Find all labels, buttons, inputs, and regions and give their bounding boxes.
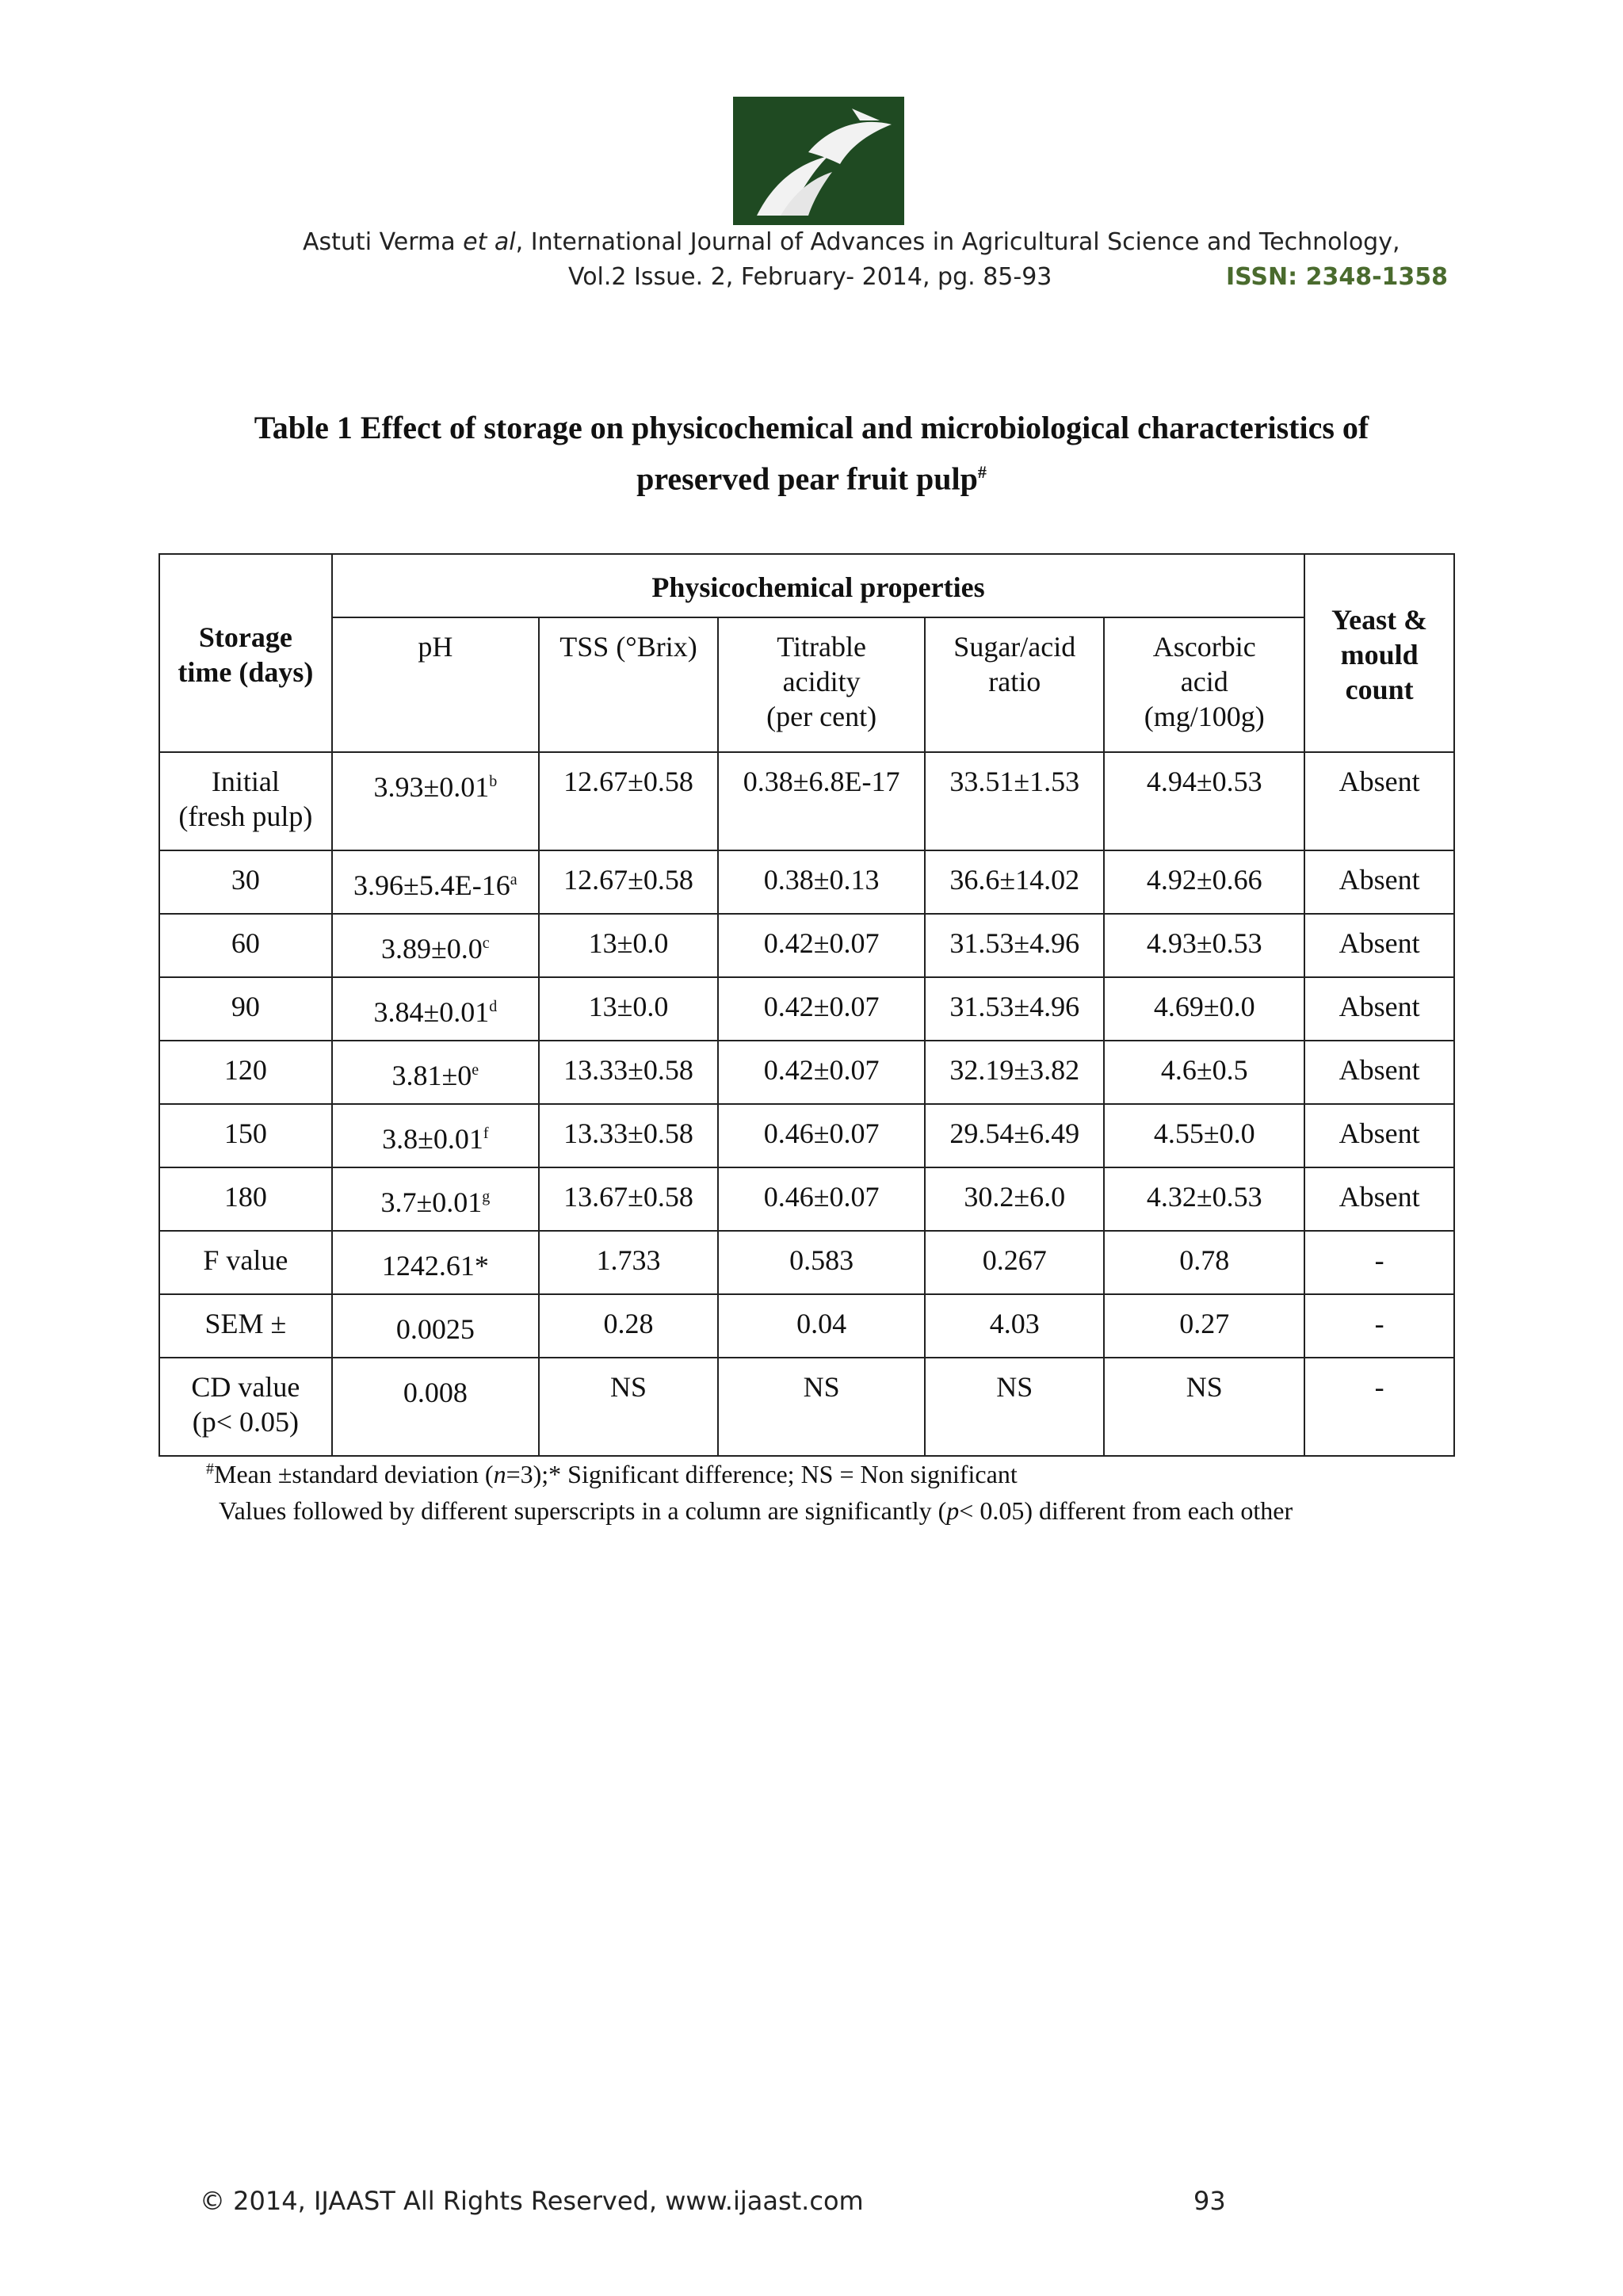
row-label: 60 bbox=[159, 914, 332, 977]
cell-tss: 13.33±0.58 bbox=[539, 1041, 718, 1104]
gazelle-logo-icon bbox=[733, 97, 904, 225]
cell-sugar-acid-ratio: 36.6±14.02 bbox=[925, 850, 1104, 914]
cell-tss: 13±0.0 bbox=[539, 914, 718, 977]
header-journal: , International Journal of Advances in Agricultural Science and Technology, bbox=[515, 228, 1400, 256]
cell-titrable-acidity: 0.583 bbox=[718, 1231, 925, 1294]
cell-yeast-mould: Absent bbox=[1304, 977, 1454, 1041]
cell-tss: 13.67±0.58 bbox=[539, 1167, 718, 1231]
cell-tss: NS bbox=[539, 1358, 718, 1456]
header-titrable-acidity: Titrable acidity (per cent) bbox=[718, 617, 925, 752]
row-label: 180 bbox=[159, 1167, 332, 1231]
header-author: Astuti Verma bbox=[303, 228, 464, 256]
cell-ascorbic-acid: 4.32±0.53 bbox=[1104, 1167, 1304, 1231]
cell-tss: 13.33±0.58 bbox=[539, 1104, 718, 1167]
cell-tss: 12.67±0.58 bbox=[539, 850, 718, 914]
row-label: F value bbox=[159, 1231, 332, 1294]
cell-sugar-acid-ratio: 0.267 bbox=[925, 1231, 1104, 1294]
table-title-line1: Table 1 Effect of storage on physicochemical and microbiological characteristics of bbox=[254, 410, 1369, 445]
cell-ph: 1242.61* bbox=[332, 1231, 539, 1294]
row-label: CD value (p< 0.05) bbox=[159, 1358, 332, 1456]
cell-tss: 1.733 bbox=[539, 1231, 718, 1294]
cell-tss: 13±0.0 bbox=[539, 977, 718, 1041]
cell-ascorbic-acid: 4.6±0.5 bbox=[1104, 1041, 1304, 1104]
cell-yeast-mould: Absent bbox=[1304, 850, 1454, 914]
cell-ph: 0.0025 bbox=[332, 1294, 539, 1358]
cell-tss: 12.67±0.58 bbox=[539, 752, 718, 850]
table-row bbox=[159, 977, 1454, 1041]
cell-titrable-acidity: 0.38±6.8E-17 bbox=[718, 752, 925, 850]
table-row bbox=[159, 850, 1454, 914]
cell-sugar-acid-ratio: 30.2±6.0 bbox=[925, 1167, 1104, 1231]
cell-ascorbic-acid: NS bbox=[1104, 1358, 1304, 1456]
table-title-line2: preserved pear fruit pulp bbox=[636, 460, 978, 497]
cell-sugar-acid-ratio: 31.53±4.96 bbox=[925, 977, 1104, 1041]
header-yeast-mould: Yeast & mould count bbox=[1304, 554, 1454, 752]
header-physicochemical: Physicochemical properties bbox=[332, 554, 1305, 617]
cell-sugar-acid-ratio: 32.19±3.82 bbox=[925, 1041, 1104, 1104]
cell-titrable-acidity: 0.46±0.07 bbox=[718, 1104, 925, 1167]
cell-ph: 3.89±0.0$^c$ bbox=[332, 914, 539, 977]
footer-copyright: © 2014, IJAAST All Rights Reserved, www.ijaast.com bbox=[200, 2186, 864, 2216]
table-row bbox=[159, 1358, 1454, 1456]
cell-sugar-acid-ratio: 4.03 bbox=[925, 1294, 1104, 1358]
header-ph: pH bbox=[332, 617, 539, 752]
cell-titrable-acidity: 0.38±0.13 bbox=[718, 850, 925, 914]
cell-titrable-acidity: 0.04 bbox=[718, 1294, 925, 1358]
header-ascorbic-acid: Ascorbic acid (mg/100g) bbox=[1104, 617, 1304, 752]
header-tss: TSS (°Brix) bbox=[539, 617, 718, 752]
row-label: SEM ± bbox=[159, 1294, 332, 1358]
header-sugar-acid-ratio: Sugar/acid ratio bbox=[925, 617, 1104, 752]
cell-ph: 3.93±0.01$^b$ bbox=[332, 752, 539, 850]
cell-yeast-mould: - bbox=[1304, 1358, 1454, 1456]
results-table bbox=[158, 553, 1455, 1457]
cell-ph: 0.008 bbox=[332, 1358, 539, 1456]
table-title bbox=[158, 406, 1465, 501]
cell-titrable-acidity: 0.46±0.07 bbox=[718, 1167, 925, 1231]
cell-yeast-mould: Absent bbox=[1304, 1041, 1454, 1104]
footnote-mean-sd: #Mean ±standard deviation (n=3);* Significant difference; NS = Non significant bbox=[206, 1460, 1018, 1488]
table-row bbox=[159, 1041, 1454, 1104]
cell-yeast-mould: Absent bbox=[1304, 1167, 1454, 1231]
cell-sugar-acid-ratio: NS bbox=[925, 1358, 1104, 1456]
journal-logo bbox=[733, 97, 904, 225]
cell-sugar-acid-ratio: 33.51±1.53 bbox=[925, 752, 1104, 850]
row-label: 150 bbox=[159, 1104, 332, 1167]
cell-ascorbic-acid: 4.93±0.53 bbox=[1104, 914, 1304, 977]
cell-ascorbic-acid: 4.55±0.0 bbox=[1104, 1104, 1304, 1167]
cell-yeast-mould: - bbox=[1304, 1294, 1454, 1358]
page-number: 93 bbox=[1193, 2186, 1226, 2216]
cell-ascorbic-acid: 0.27 bbox=[1104, 1294, 1304, 1358]
header-issn: ISSN: 2348-1358 bbox=[1226, 263, 1449, 291]
row-label: 90 bbox=[159, 977, 332, 1041]
cell-tss: 0.28 bbox=[539, 1294, 718, 1358]
cell-yeast-mould: Absent bbox=[1304, 752, 1454, 850]
table-row bbox=[159, 1231, 1454, 1294]
cell-ph: $3.81\pm 0^e$ bbox=[332, 1041, 539, 1104]
cell-ascorbic-acid: 4.92±0.66 bbox=[1104, 850, 1304, 914]
header-et-al: et al bbox=[463, 228, 516, 256]
cell-titrable-acidity: 0.42±0.07 bbox=[718, 914, 925, 977]
table-row bbox=[159, 752, 1454, 850]
footnote-superscripts: Values followed by different superscripts in a column are significantly (p< 0.05) different from each other bbox=[219, 1496, 1293, 1525]
cell-ascorbic-acid: 4.69±0.0 bbox=[1104, 977, 1304, 1041]
table-row bbox=[159, 914, 1454, 977]
table-row bbox=[159, 1167, 1454, 1231]
running-header-authors bbox=[303, 228, 1400, 256]
cell-ph: 3.7±0.01$^g$ bbox=[332, 1167, 539, 1231]
cell-sugar-acid-ratio: 29.54±6.49 bbox=[925, 1104, 1104, 1167]
table-row bbox=[159, 1104, 1454, 1167]
header-storage-time: Storage time (days) bbox=[159, 554, 332, 752]
cell-yeast-mould: Absent bbox=[1304, 1104, 1454, 1167]
row-label: 30 bbox=[159, 850, 332, 914]
cell-ph: $3.96\pm 5.4E-16^a$ bbox=[332, 850, 539, 914]
table-row bbox=[159, 1294, 1454, 1358]
table-title-footnote-mark: # bbox=[977, 462, 987, 482]
cell-titrable-acidity: 0.42±0.07 bbox=[718, 1041, 925, 1104]
cell-ph: 3.84±0.01$^d$ bbox=[332, 977, 539, 1041]
cell-sugar-acid-ratio: 31.53±4.96 bbox=[925, 914, 1104, 977]
cell-ascorbic-acid: 4.94±0.53 bbox=[1104, 752, 1304, 850]
row-label: Initial (fresh pulp) bbox=[159, 752, 332, 850]
cell-titrable-acidity: 0.42±0.07 bbox=[718, 977, 925, 1041]
row-label: 120 bbox=[159, 1041, 332, 1104]
cell-ph: 3.8±0.01$^f$ bbox=[332, 1104, 539, 1167]
cell-titrable-acidity: NS bbox=[718, 1358, 925, 1456]
cell-yeast-mould: Absent bbox=[1304, 914, 1454, 977]
cell-ascorbic-acid: 0.78 bbox=[1104, 1231, 1304, 1294]
cell-yeast-mould: - bbox=[1304, 1231, 1454, 1294]
header-volume: Vol.2 Issue. 2, February- 2014, pg. 85-93 bbox=[568, 263, 1052, 291]
